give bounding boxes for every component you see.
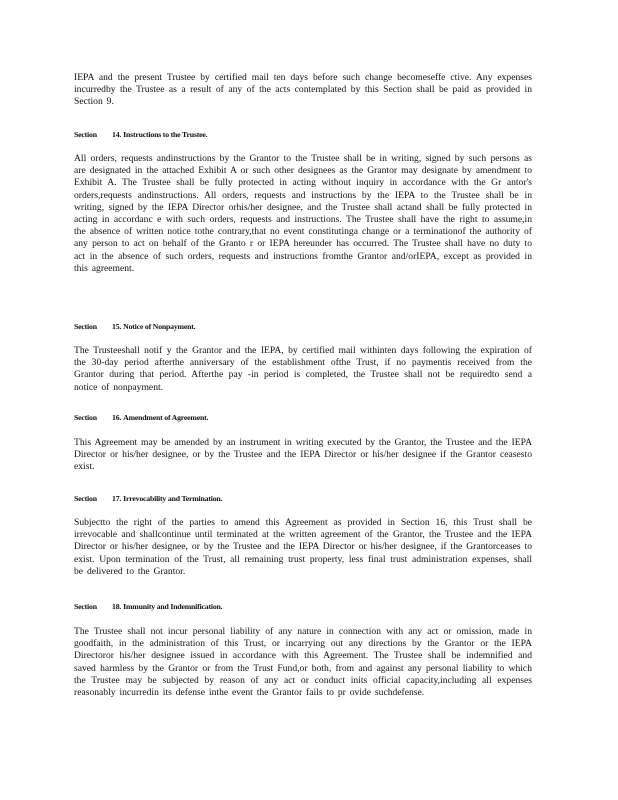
section-17-heading [74,494,374,504]
section-15-heading [74,322,374,332]
section-number: 18. [112,602,122,611]
section-number: 14. [112,130,122,139]
section-label: Section [74,494,97,503]
section-18-heading [74,602,374,612]
section-number: 16. [112,413,122,422]
section-title: Amendment of Agreement. [123,413,209,422]
section-label: Section [74,602,97,611]
section-title: Irrevocability and Termination. [123,494,223,503]
section-title: Instructions to the Trustee. [123,130,208,139]
intro-paragraph: IEPA and the present Trustee by certified mail ten days before such change becomeseffe ctive. Any expenses incurredby the Trustee as a result of any of the acts contemplated by this Section shall be paid as provided in Section 9. [74,72,532,108]
section-14-body: All orders, requests andinstructions by the Grantor to the Trustee shall be in writing, signed by such persons as are designated in the attached Exhibit A or such other designees as the Grantor may designate by amendment to Exhibit A. The Trustee shall be fully protected in acting without inquiry in accordance with the Gr antor's orders,requests andinstructions. All orders, requests and instructions by the IEPA to the Trustee shall be in writing, signed by the IEPA Director orhis/her designee, and the Trustee shall actand shall be fully protected in acting in accordanc e with such orders, requests and instructions. The Trustee shall have the right to assume,in the absence of written notice tothe contrary,that no event constitutinga change or a terminationof the authority of any person to act on behalf of the Granto r or IEPA hereunder has occurred. The Trustee shall have no duty to act in the absence of such orders, requests and instructions fromthe Grantor and/orIEPA, except as provided in this agreement. [74,153,532,274]
section-17-body: Subjectto the right of the parties to amend this Agreement as provided in Section 16, this Trust shall be irrevocable and shallcontinue until terminated at the written agreement of the Grantor, the Trustee and the IEPA Director or his/her designee, or by the Trustee and the IEPA Director or his/her designee, if the Grantorceases to exist. Upon termination of the Trust, all remaining trust property, less final trust administration expenses, shall be delivered to the Grantor. [74,517,532,577]
section-title: Immunity and Indemnification. [123,602,223,611]
section-label: Section [74,413,97,422]
section-number: 15. [112,322,122,331]
section-title: Notice of Nonpayment. [123,322,196,331]
section-label: Section [74,130,97,139]
section-number: 17. [112,494,122,503]
section-label: Section [74,322,97,331]
section-14-heading [74,130,374,140]
section-18-body: The Trustee shall not incur personal liability of any nature in connection with any act or omission, made in goodfaith, in the administration of this Trust, or incarrying out any directions by the Grantor or the IEPA Directoror his/her designee issued in accordance with this Agreement. The Trustee shall be indemnified and saved harmless by the Grantor or from the Trust Fund,or both, from and against any personal liability to which the Trustee may be subjected by reason of any act or conduct inits official capacity,including all expenses reasonably incurredin its defense inthe event the Grantor fails to pr ovide suchdefense. [74,626,532,699]
section-16-heading [74,413,374,423]
section-16-body: This Agreement may be amended by an instrument in writing executed by the Grantor, the Trustee and the IEPA Director or his/her designee, or by the Trustee and the IEPA Director or his/her designee if the Grantor ceasesto exist. [74,437,532,473]
section-15-body: The Trusteeshall notif y the Grantor and the IEPA, by certified mail withinten days following the expiration of the 30-day period afterthe anniversary of the establishment ofthe Trust, if no paymentis received from the Grantor during that period. Afterthe pay -in period is completed, the Trustee shall not be requiredto send a notice of nonpayment. [74,345,532,393]
